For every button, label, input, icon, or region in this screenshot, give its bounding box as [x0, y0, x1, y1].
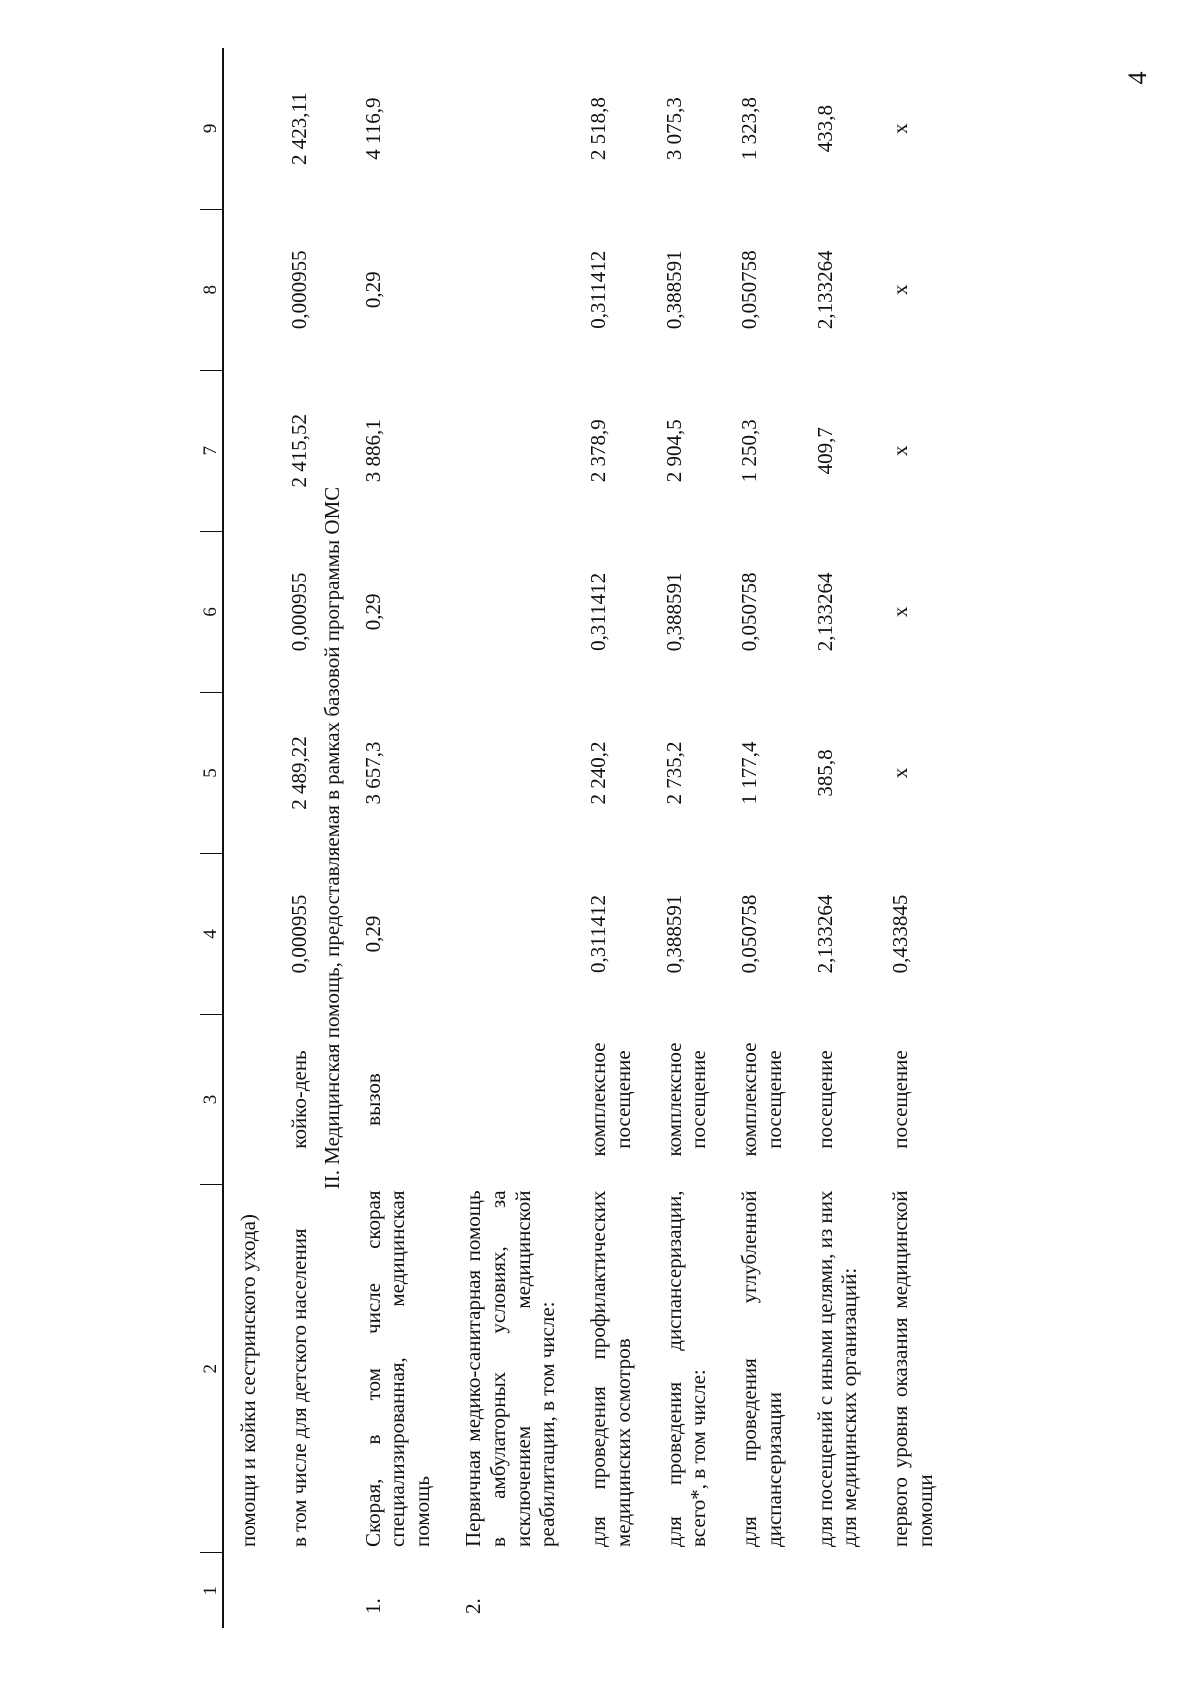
column-number: 9: [200, 48, 223, 209]
value-cell: 385,8: [812, 749, 837, 797]
value-cell: 0,29: [360, 915, 385, 953]
column-number: 8: [200, 209, 223, 370]
row-name: для посещений с иными целями, из них для медицинских организаций:: [812, 1190, 862, 1547]
value-cell: 3 886,1: [360, 419, 385, 483]
column-number-header: [200, 48, 223, 1628]
table-row: [564, 48, 640, 1628]
column-number: 3: [200, 1015, 223, 1185]
unit-cell: посещение: [888, 1050, 913, 1149]
value-cell: 1 177,4: [737, 741, 762, 805]
unit-cell: посещение: [812, 1050, 837, 1149]
row-name: для проведения диспансеризации, всего*, в том числе:: [661, 1190, 711, 1547]
value-cell: 2 489,22: [287, 736, 312, 810]
row-name: Первичная медико-санитарная помощь в амбулаторных условиях, за исключением медицинской реабилитации, в том числе:: [461, 1190, 560, 1547]
column-number: 5: [200, 692, 223, 853]
row-name: в том числе для детского населения: [287, 1228, 312, 1547]
unit-cell: [223, 1015, 265, 1185]
value-cell: [223, 692, 265, 853]
table-row: [715, 48, 791, 1628]
value-cell: 0,311412: [586, 250, 611, 329]
row-number: [791, 1553, 867, 1628]
value-cell: 0,000955: [287, 894, 312, 974]
value-cell: 0,050758: [737, 894, 762, 974]
value-cell: 0,050758: [737, 250, 762, 330]
column-number: 7: [200, 370, 223, 531]
value-cell: 2 378,9: [586, 419, 611, 483]
row-name: для проведения профилактических медицинских осмотров: [586, 1190, 635, 1547]
row-number: 2.: [461, 1598, 485, 1614]
value-cell: 0,000955: [287, 250, 312, 330]
unit-cell: комплексное посещение: [586, 1042, 635, 1157]
row-name: для проведения углубленной диспансеризации: [737, 1190, 786, 1547]
value-cell: [439, 531, 564, 692]
row-number: 1.: [360, 1598, 385, 1614]
value-cell: 0,388591: [661, 250, 686, 330]
unit-cell: комплексное посещение: [661, 1042, 711, 1157]
page-number: 4: [1123, 71, 1152, 85]
value-cell: [439, 48, 564, 209]
value-cell: [223, 531, 265, 692]
row-number: [640, 1553, 716, 1628]
value-cell: 2 735,2: [661, 741, 686, 805]
value-cell: 2 904,5: [661, 419, 686, 483]
column-number: 2: [200, 1184, 223, 1553]
row-number: [564, 1553, 640, 1628]
value-cell: 4 116,9: [360, 97, 385, 160]
value-cell: 1 250,3: [737, 419, 762, 483]
value-cell: 0,388591: [661, 572, 686, 652]
table-row: [439, 48, 564, 1628]
section-heading: II. Медицинская помощь, предоставляемая в рамках базовой программы ОМС: [319, 486, 344, 1190]
value-cell: x: [888, 123, 913, 134]
unit-cell: комплексное посещение: [737, 1042, 786, 1157]
table-row: [791, 48, 867, 1628]
rotated-table-container: [200, 48, 1160, 1628]
value-cell: [439, 370, 564, 531]
value-cell: [439, 853, 564, 1014]
table-row: [349, 48, 439, 1628]
value-cell: 2,133264: [812, 250, 837, 330]
row-number: [223, 1553, 265, 1628]
row-number: [866, 1553, 942, 1628]
row-name: Скорая, в том числе скорая специализированная, медицинская помощь: [360, 1190, 435, 1547]
value-cell: [223, 209, 265, 370]
table-row: [223, 48, 265, 1628]
value-cell: [223, 853, 265, 1014]
unit-cell: [439, 1015, 564, 1185]
value-cell: [439, 692, 564, 853]
value-cell: 0,000955: [287, 572, 312, 652]
unit-cell: вызов: [360, 1073, 385, 1126]
section-heading-row: [316, 48, 349, 1628]
table-row: [640, 48, 716, 1628]
column-number: 6: [200, 531, 223, 692]
value-cell: 2 240,2: [586, 741, 611, 805]
row-name: первого уровня оказания медицинской помощи: [888, 1190, 937, 1547]
value-cell: 2 518,8: [586, 97, 611, 161]
row-number: [715, 1553, 791, 1628]
value-cell: [439, 209, 564, 370]
value-cell: 0,388591: [661, 894, 686, 974]
value-cell: [223, 370, 265, 531]
value-cell: 433,8: [812, 104, 837, 153]
value-cell: x: [888, 767, 913, 779]
row-name: помощи и койки сестринского ухода): [236, 1214, 261, 1547]
value-cell: 0,311412: [586, 895, 611, 974]
value-cell: 0,433845: [888, 894, 913, 974]
value-cell: x: [888, 606, 913, 618]
value-cell: 409,7: [812, 427, 837, 475]
unit-cell: койко-день: [287, 1050, 312, 1149]
value-cell: 0,29: [360, 271, 385, 309]
value-cell: 0,050758: [737, 572, 762, 652]
value-cell: x: [888, 445, 913, 457]
row-number: [265, 1553, 316, 1628]
table-row: [265, 48, 316, 1628]
value-cell: 2,133264: [812, 894, 837, 974]
value-cell: x: [888, 284, 913, 295]
value-cell: 2 423,11: [287, 92, 312, 165]
value-cell: 0,311412: [586, 572, 611, 651]
column-number: 4: [200, 853, 223, 1014]
data-table: [200, 48, 942, 1628]
value-cell: 1 323,8: [737, 97, 762, 161]
value-cell: 2,133264: [812, 572, 837, 652]
value-cell: 3 075,3: [661, 97, 686, 161]
value-cell: 0,29: [360, 593, 385, 631]
value-cell: [223, 48, 265, 209]
column-number: 1: [200, 1553, 223, 1628]
table-row: [866, 48, 942, 1628]
value-cell: 3 657,3: [360, 741, 385, 805]
value-cell: 2 415,52: [287, 414, 312, 488]
